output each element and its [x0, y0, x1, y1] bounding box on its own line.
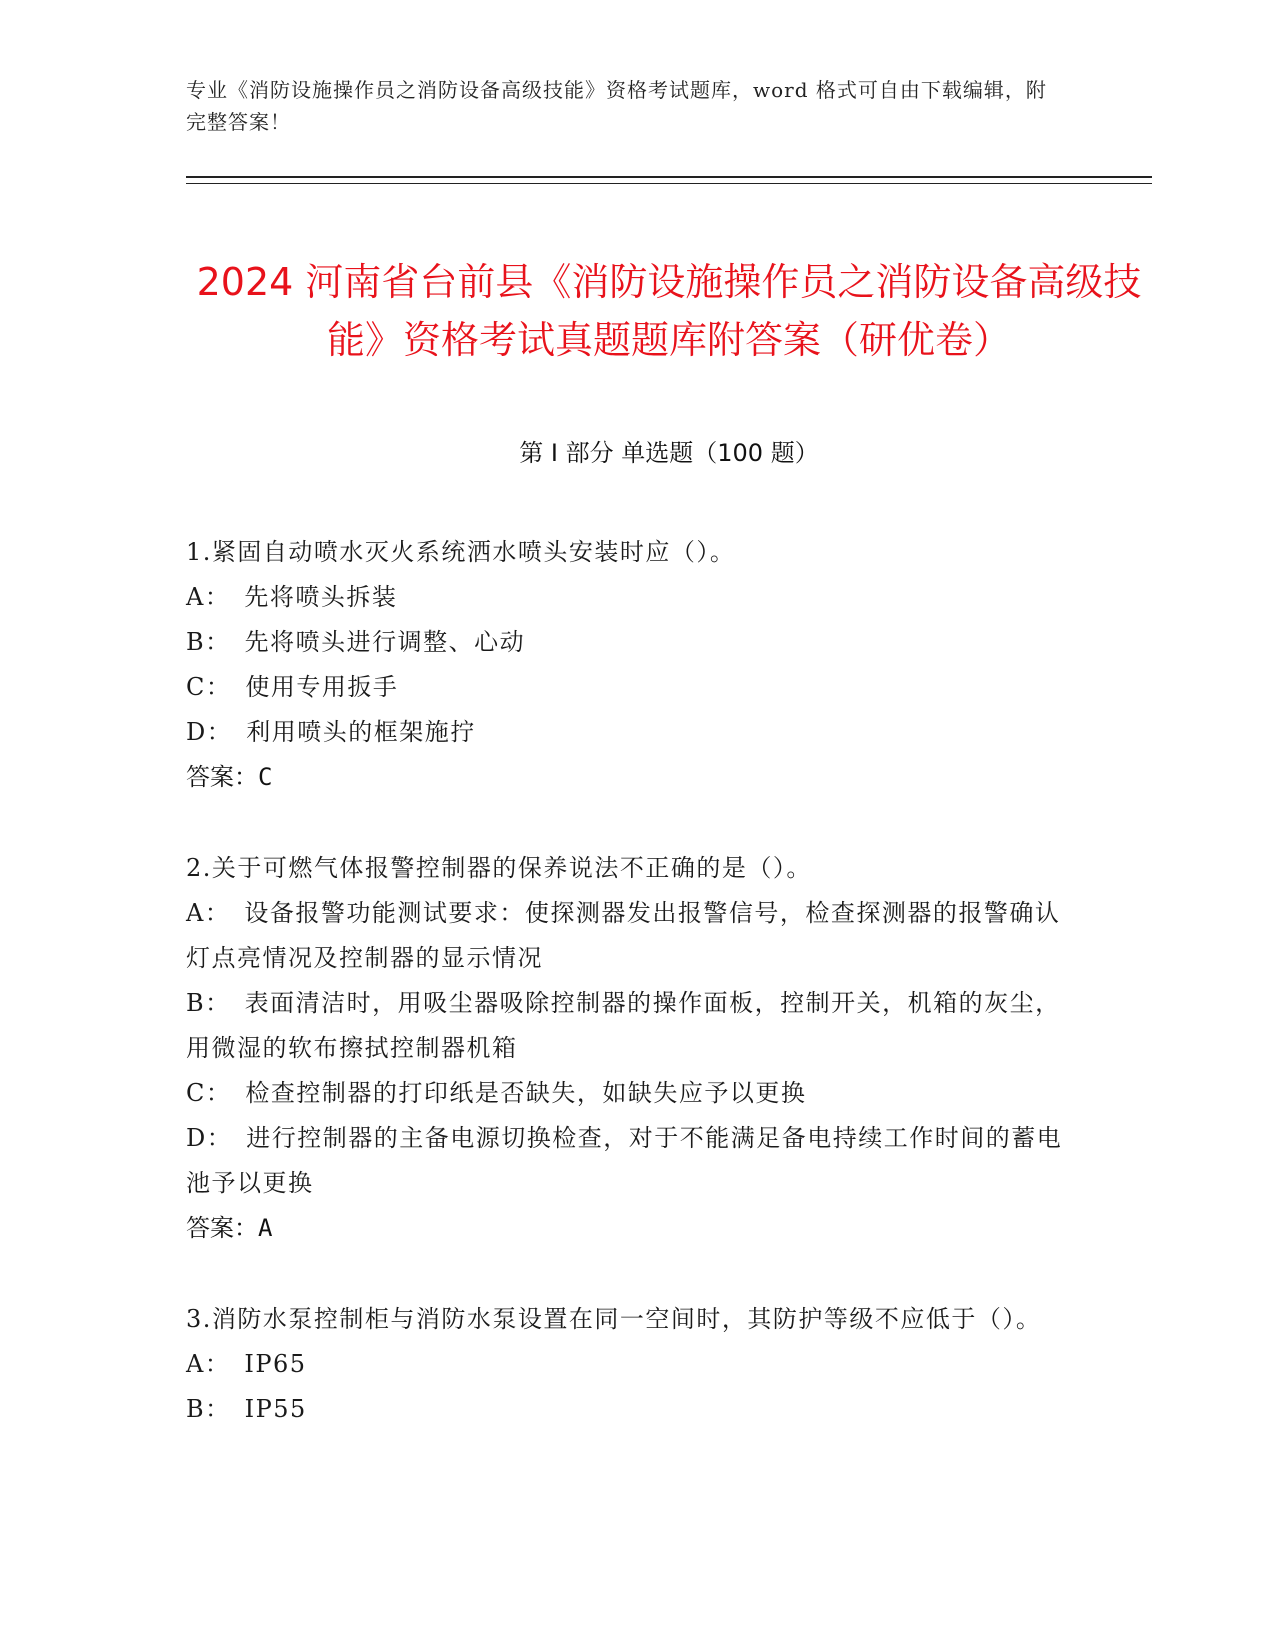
- option-separator: ：: [205, 628, 231, 656]
- option-letter: B: [186, 628, 206, 656]
- question-list: [186, 530, 1066, 1478]
- section-heading: 第 I 部分 单选题（100 题）: [519, 439, 819, 467]
- option-text: IP65: [244, 1350, 307, 1378]
- answer-line: [186, 1206, 1066, 1251]
- question-option: [186, 1342, 1066, 1387]
- question-option: [186, 1387, 1066, 1432]
- option-separator: ：: [205, 673, 232, 701]
- answer-value: C: [258, 763, 273, 791]
- option-text: IP55: [244, 1395, 307, 1423]
- option-text: 表面清洁时，用吸尘器吸除控制器的操作面板，控制开关，机箱的灰尘，用微湿的软布擦拭控制器机箱: [186, 989, 1061, 1062]
- answer-value: A: [258, 1214, 273, 1242]
- option-separator: ：: [205, 989, 231, 1017]
- option-letter: A: [186, 583, 205, 611]
- option-text: 利用喷头的框架施拧: [246, 718, 476, 746]
- option-letter: D: [186, 718, 207, 746]
- question-stem: 1.紧固自动喷水灭火系统洒水喷头安装时应（）。: [186, 538, 736, 566]
- option-separator: ：: [206, 718, 233, 746]
- answer-label: 答案：: [186, 1214, 258, 1242]
- option-separator: ：: [204, 583, 231, 611]
- option-separator: ：: [205, 1395, 231, 1423]
- question-option: [186, 1071, 1066, 1116]
- question-stem: 3.消防水泵控制柜与消防水泵设置在同一空间时，其防护等级不应低于（）。: [186, 1305, 1042, 1333]
- option-text: 检查控制器的打印纸是否缺失，如缺失应予以更换: [245, 1079, 807, 1107]
- option-letter: C: [186, 673, 206, 701]
- option-letter: D: [186, 1124, 207, 1152]
- option-letter: A: [186, 899, 205, 927]
- option-text: 先将喷头拆装: [244, 583, 398, 611]
- option-separator: ：: [204, 899, 231, 927]
- option-letter: C: [186, 1079, 206, 1107]
- question-option: [186, 575, 1066, 620]
- answer-line: [186, 755, 1066, 800]
- question-option: [186, 1116, 1066, 1206]
- option-text: 先将喷头进行调整、心动: [244, 628, 526, 656]
- option-letter: B: [186, 989, 206, 1017]
- header-note: 专业《消防设施操作员之消防设备高级技能》资格考试题库，word 格式可自由下载编辑，附完整答案！: [186, 78, 1047, 134]
- question-option: [186, 891, 1066, 981]
- question-stem: 2.关于可燃气体报警控制器的保养说法不正确的是（）。: [186, 854, 812, 882]
- option-separator: ：: [205, 1079, 232, 1107]
- option-text: 使用专用扳手: [245, 673, 399, 701]
- question-item: [186, 530, 1066, 800]
- question-option: [186, 665, 1066, 710]
- option-letter: A: [186, 1350, 205, 1378]
- header-divider-thick: [186, 176, 1152, 178]
- option-text: 设备报警功能测试要求：使探测器发出报警信号，检查探测器的报警确认灯点亮情况及控制器的显示情况: [186, 899, 1061, 972]
- question-item: [186, 846, 1066, 1251]
- question-item: [186, 1297, 1066, 1432]
- document-title: 2024 河南省台前县《消防设施操作员之消防设备高级技能》资格考试真题题库附答案（研优卷）: [196, 260, 1142, 363]
- answer-label: 答案：: [186, 763, 258, 791]
- header-divider-thin: [186, 183, 1152, 184]
- option-letter: B: [186, 1395, 206, 1423]
- question-option: [186, 620, 1066, 665]
- option-separator: ：: [206, 1124, 233, 1152]
- option-separator: ：: [204, 1350, 231, 1378]
- option-text: 进行控制器的主备电源切换检查，对于不能满足备电持续工作时间的蓄电池予以更换: [186, 1124, 1063, 1197]
- question-option: [186, 710, 1066, 755]
- question-option: [186, 981, 1066, 1071]
